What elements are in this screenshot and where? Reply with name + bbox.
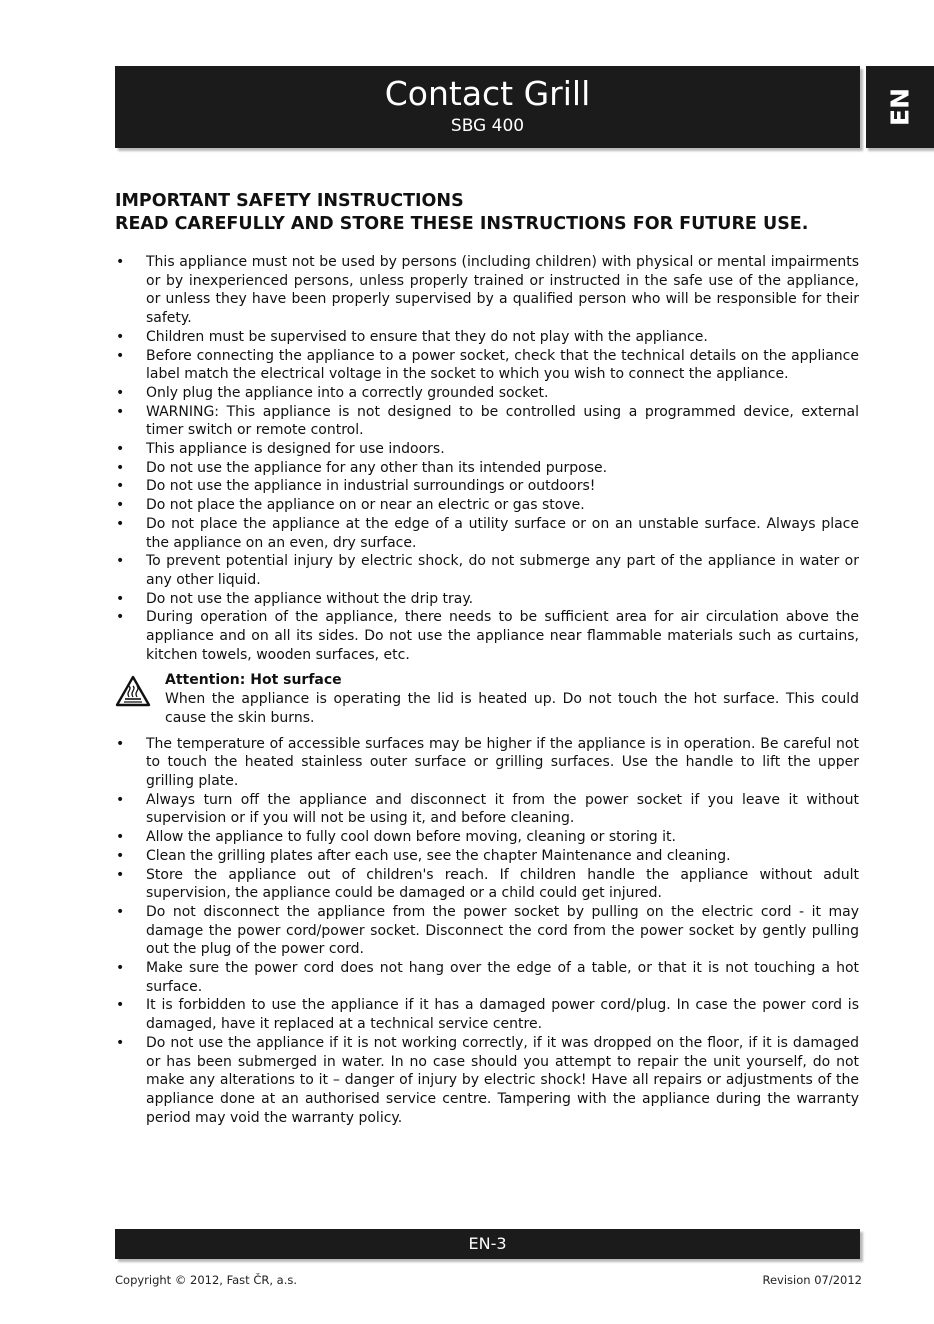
list-item-text: Do not use the appliance in industrial surroundings or outdoors!	[146, 478, 596, 495]
list-item-text: It is forbidden to use the appliance if it has a damaged power cord/plug. In case the power cord is damaged, have it replaced at a technical service centre.	[146, 997, 859, 1033]
warning-text: When the appliance is operating the lid is heated up. Do not touch the hot surface. This could cause the skin burns.	[165, 691, 859, 726]
list-item	[115, 459, 859, 478]
list-item	[115, 1034, 859, 1128]
bullet-marker: •	[116, 997, 125, 1014]
warning-title: Attention: Hot surface	[165, 672, 342, 689]
list-item-text: Before connecting the appliance to a power socket, check that the technical details on the appliance label match the electrical voltage in the socket to which you wish to connect the appliance.	[146, 347, 859, 383]
list-item	[115, 440, 859, 459]
list-item	[115, 959, 859, 996]
bullet-marker: •	[116, 735, 125, 752]
bullet-marker: •	[116, 829, 125, 846]
header-bar	[115, 66, 860, 148]
model-number: SBG 400	[450, 116, 525, 136]
list-item-text: This appliance is designed for use indoors.	[146, 441, 445, 458]
list-item-text: Store the appliance out of children's reach. If children handle the appliance without adult supervision, the appliance could be damaged or a child could get injured.	[146, 866, 859, 902]
bullet-marker: •	[116, 497, 125, 514]
bullet-marker: •	[116, 478, 125, 495]
list-item	[115, 903, 859, 959]
list-item	[115, 496, 859, 515]
bullet-marker: •	[116, 553, 125, 570]
list-item-text: Do not place the appliance at the edge of a utility surface or on an unstable surface. Always place the appliance on an even, dry surface.	[146, 515, 859, 551]
list-item-text: The temperature of accessible surfaces may be higher if the appliance is in operation. Be careful not to touch the heated stainless outer surface or grilling surfaces. Use the handle to lift the upper grilling plate.	[146, 735, 859, 789]
list-item-text: This appliance must not be used by persons (including children) with physical or mental impairments or by inexperienced persons, unless properly trained or instructed in the safe use of the appliance, or unless they have been properly supervised by a qualified person who will be responsible for their safety.	[146, 254, 859, 327]
bullet-marker: •	[116, 590, 125, 607]
list-item	[115, 847, 859, 866]
bullet-marker: •	[116, 441, 125, 458]
list-item-text: Do not place the appliance on or near an electric or gas stove.	[146, 497, 585, 514]
list-item	[115, 384, 859, 403]
instruction-list-top	[115, 253, 859, 664]
list-item	[115, 828, 859, 847]
list-item-text: WARNING: This appliance is not designed to be controlled using a programmed device, external timer switch or remote control.	[146, 403, 859, 439]
bullet-marker: •	[116, 1034, 125, 1051]
list-item-text: Clean the grilling plates after each use, see the chapter Maintenance and cleaning.	[146, 847, 731, 864]
list-item-text: Do not use the appliance if it is not working correctly, if it was dropped on the floor, if it is damaged or has been submerged in water. In no case should you attempt to repair the unit yourself, do not make any alterations to it – danger of injury by electric shock! Have all repairs or adjustments of the appliance done at an authorised service centre. Tampering with the appliance during the warranty period may void the warranty policy.	[146, 1034, 859, 1126]
list-item	[115, 866, 859, 903]
list-item-text: Do not use the appliance without the drip tray.	[146, 590, 474, 607]
bullet-marker: •	[116, 960, 125, 977]
language-tab	[866, 66, 934, 148]
bullet-marker: •	[116, 328, 125, 345]
bullet-marker: •	[116, 609, 125, 626]
list-item	[115, 552, 859, 589]
list-item	[115, 735, 859, 791]
bullet-marker: •	[116, 866, 125, 883]
list-item-text: Children must be supervised to ensure that they do not play with the appliance.	[146, 328, 708, 345]
list-item	[115, 328, 859, 347]
page-number: EN-3	[468, 1234, 507, 1253]
list-item	[115, 590, 859, 609]
section-headings	[115, 190, 860, 236]
document-title: Contact Grill	[384, 74, 591, 113]
bullet-marker: •	[116, 347, 125, 364]
list-item	[115, 791, 859, 828]
revision-text: Revision 07/2012	[762, 1273, 862, 1287]
list-item-text: Do not use the appliance for any other than its intended purpose.	[146, 459, 608, 476]
list-item	[115, 403, 859, 440]
instructions-content	[115, 253, 859, 1127]
bullet-marker: •	[116, 515, 125, 532]
hot-surface-warning-icon	[115, 675, 151, 707]
list-item	[115, 477, 859, 496]
list-item	[115, 253, 859, 328]
bullet-marker: •	[116, 903, 125, 920]
list-item-text: Always turn off the appliance and disconnect it from the power socket if you leave it without supervision or if you will not be using it, and before cleaning.	[146, 791, 859, 827]
bullet-marker: •	[116, 254, 125, 270]
list-item	[115, 608, 859, 664]
list-item	[115, 996, 859, 1033]
list-item-text: Allow the appliance to fully cool down before moving, cleaning or storing it.	[146, 829, 676, 846]
bullet-marker: •	[116, 384, 125, 401]
list-item-text: Do not disconnect the appliance from the power socket by pulling on the electric cord - it may damage the power cord/power socket. Disconnect the cord from the power socket by gently pulling out the plug of the power cord.	[146, 903, 859, 958]
bullet-marker: •	[116, 459, 125, 476]
list-item-text: During operation of the appliance, there needs to be sufficient area for air circulation above the appliance and on all its sides. Do not use the appliance near flammable materials such as curtains, kitchen towels, wooden surfaces, etc.	[146, 609, 859, 663]
list-item-text: Only plug the appliance into a correctly grounded socket.	[146, 384, 549, 401]
language-label: EN	[885, 87, 915, 127]
bullet-marker: •	[116, 791, 125, 808]
footer-bar	[115, 1229, 860, 1259]
section-subheading: READ CAREFULLY AND STORE THESE INSTRUCTIONS FOR FUTURE USE.	[115, 214, 809, 234]
instruction-list-bottom	[115, 735, 859, 1128]
list-item-text: Make sure the power cord does not hang over the edge of a table, or that it is not touching a hot surface.	[146, 960, 859, 995]
bullet-marker: •	[116, 847, 125, 864]
hot-surface-warning	[115, 671, 859, 727]
copyright-text: Copyright © 2012, Fast ČR, a.s.	[115, 1273, 298, 1287]
list-item	[115, 347, 859, 384]
section-heading: IMPORTANT SAFETY INSTRUCTIONS	[115, 191, 464, 211]
list-item	[115, 515, 859, 552]
bullet-marker: •	[116, 403, 125, 420]
list-item-text: To prevent potential injury by electric shock, do not submerge any part of the appliance in water or any other liquid.	[146, 553, 859, 588]
